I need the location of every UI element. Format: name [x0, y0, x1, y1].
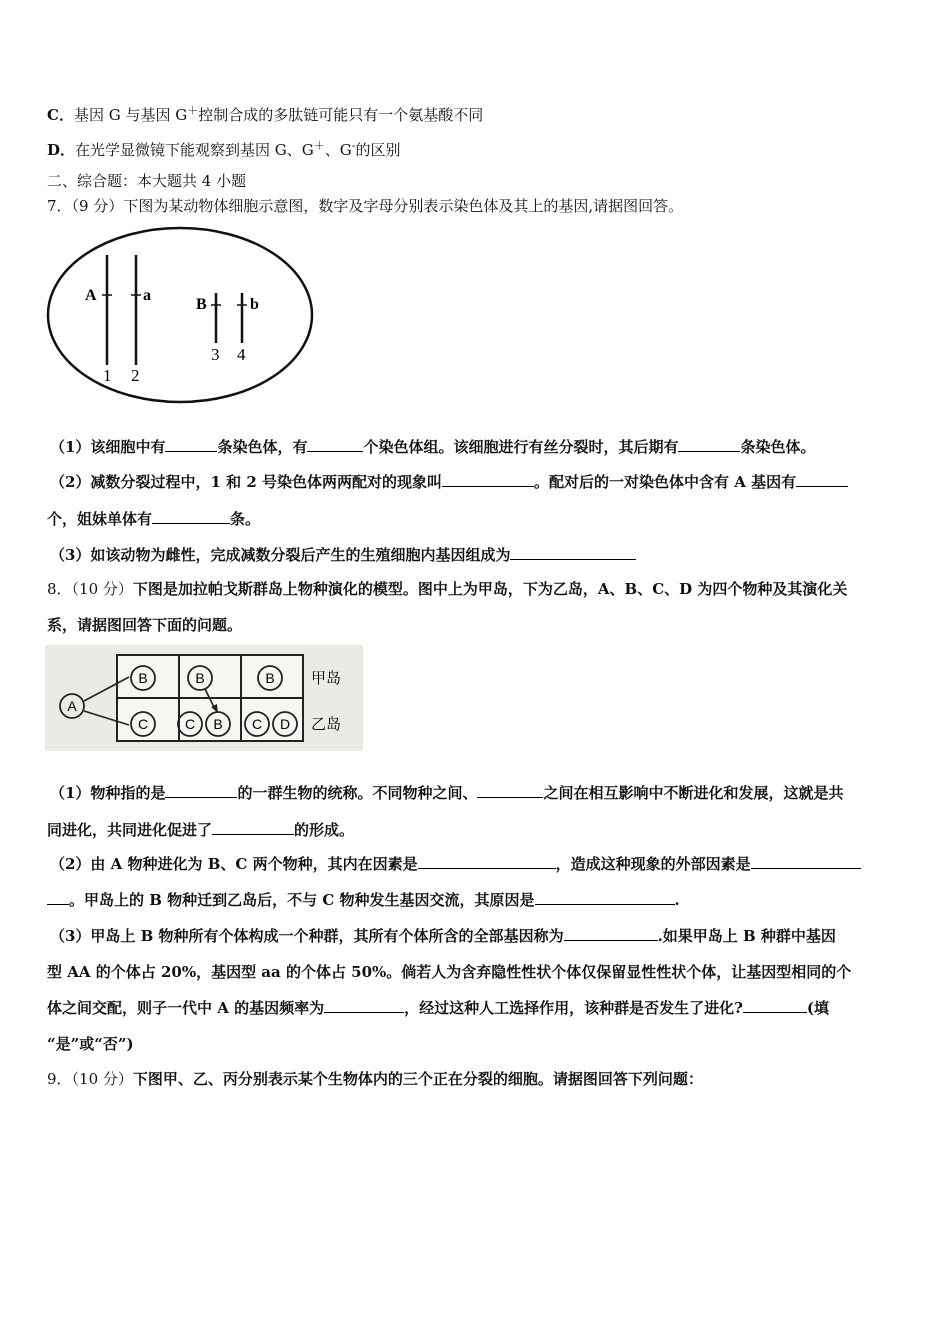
species-B: B	[195, 670, 205, 686]
text: 同进化，共同进化促进了	[47, 821, 213, 839]
text: 条染色体，有	[217, 438, 308, 456]
text: （2）减数分裂过程中，1 和 2 号染色体两两配对的现象叫	[50, 473, 442, 491]
q7-part3	[50, 544, 636, 566]
q8-part1	[50, 782, 843, 804]
answer-blank[interactable]	[743, 998, 807, 1013]
species-B: B	[265, 670, 275, 686]
q8-stem-cont: 系，请据图回答下面的问题。	[47, 616, 243, 634]
option-d	[47, 135, 400, 161]
text: （3）如该动物为雌性，完成减数分裂后产生的生殖细胞内基因组成为	[50, 546, 511, 564]
answer-blank[interactable]	[165, 783, 237, 798]
option-text-2: 、G	[324, 141, 352, 159]
cell-membrane	[48, 228, 312, 402]
answer-blank[interactable]	[47, 890, 69, 905]
label-b: b	[250, 296, 259, 313]
answer-blank[interactable]	[751, 854, 861, 869]
superscript: ＋	[313, 139, 325, 152]
q8-stem	[47, 578, 847, 600]
option-text: 在光学显微镜下能观察到基因 G、G	[75, 141, 314, 159]
island-yi-label: 乙岛	[311, 715, 342, 733]
species-B: B	[138, 670, 148, 686]
q7-part2-cont	[47, 508, 260, 530]
species-D: D	[279, 716, 291, 732]
label-4: 4	[237, 345, 246, 364]
answer-blank[interactable]	[510, 545, 636, 560]
text: .如果甲岛上 B 种群中基因	[657, 927, 836, 945]
superscript: ＋	[187, 104, 199, 117]
label-3: 3	[211, 345, 220, 364]
text: 的形成。	[294, 821, 355, 839]
island-jia-label: 甲岛	[311, 669, 342, 687]
species-C: C	[251, 716, 263, 732]
option-text: 基因 G 与基因 G	[73, 106, 188, 124]
q9-stem	[47, 1068, 703, 1090]
text: 个染色体组。该细胞进行有丝分裂时，其后期有	[363, 438, 679, 456]
question-stem: 下图是加拉帕戈斯群岛上物种演化的模型。图中上为甲岛，下为乙岛，A、B、C、D 为四个物种及其演化关	[132, 580, 848, 598]
text: （3）甲岛上 B 物种所有个体构成一个种群，其所有个体所含的全部基因称为	[50, 927, 564, 945]
section-title: 二、综合题：本大题共 4 小题	[47, 172, 247, 190]
text: ，造成这种现象的外部因素是	[555, 855, 751, 873]
label-1: 1	[103, 366, 112, 385]
label-A: A	[85, 287, 97, 304]
text: 体之间交配，则子一代中 A 的基因频率为	[47, 999, 325, 1017]
text: 。甲岛上的 B 物种迁到乙岛后，不与 C 物种发生基因交流，其原因是	[69, 891, 535, 909]
superscript: -	[351, 139, 356, 152]
q7-part1	[50, 436, 816, 458]
label-B: B	[196, 296, 207, 313]
q8-part3-cont3: “是”或“否”)	[47, 1035, 134, 1053]
species-C: C	[137, 716, 149, 732]
answer-blank[interactable]	[165, 437, 217, 452]
option-text-3: 的区别	[355, 141, 401, 159]
text: 之间在相互影响中不断进化和发展，这就是共	[543, 784, 844, 802]
option-letter: C．	[47, 106, 74, 124]
text: 的一群生物的统称。不同物种之间、	[237, 784, 478, 802]
question-number: 9．	[47, 1070, 72, 1088]
option-c	[47, 100, 483, 126]
q8-part1-cont	[47, 819, 354, 841]
text: （1）该细胞中有	[50, 438, 166, 456]
answer-blank[interactable]	[535, 890, 675, 905]
q7-part2	[50, 471, 848, 493]
question-stem: 下图甲、乙、丙分别表示某个生物体内的三个正在分裂的细胞。请据图回答下列问题：	[132, 1070, 703, 1088]
species-A: A	[67, 698, 77, 714]
q8-part3-cont1: 型 AA 的个体占 20%，基因型 aa 的个体占 50%。倘若人为含弃隐性性状个体仅保留显性性状个体，让基因型相同的个	[47, 963, 852, 981]
text: （2）由 A 物种进化为 B、C 两个物种，其内在因素是	[50, 855, 418, 873]
q8-part2	[50, 853, 861, 875]
question-score: （9 分）	[71, 197, 124, 215]
text: 个，姐妹单体有	[47, 510, 153, 528]
text: 。配对后的一对染色体中含有 A 基因有	[533, 473, 797, 491]
cell-diagram	[45, 225, 315, 405]
answer-blank[interactable]	[442, 472, 534, 487]
question-stem: 下图为某动物体细胞示意图，数字及字母分别表示染色体及其上的基因,请据图回答。	[123, 197, 684, 215]
label-a: a	[143, 287, 151, 304]
option-text-2: 控制合成的多肽链可能只有一个氨基酸不同	[198, 106, 484, 124]
question-number: 7．	[47, 197, 72, 215]
answer-blank[interactable]	[477, 783, 543, 798]
answer-blank[interactable]	[418, 854, 556, 869]
species-C: C	[184, 716, 196, 732]
text: （1）物种指的是	[50, 784, 166, 802]
answer-blank[interactable]	[152, 509, 230, 524]
q8-part3	[50, 925, 836, 947]
island-evolution-diagram	[45, 645, 363, 751]
question-score: （10 分）	[71, 580, 133, 598]
question-score: （10 分）	[71, 1070, 133, 1088]
answer-blank[interactable]	[324, 998, 404, 1013]
option-letter: D．	[47, 141, 76, 159]
answer-blank[interactable]	[307, 437, 363, 452]
answer-blank[interactable]	[212, 820, 294, 835]
answer-blank[interactable]	[796, 472, 848, 487]
label-2: 2	[131, 366, 140, 385]
question-number: 8．	[47, 580, 72, 598]
text: 条染色体。	[740, 438, 816, 456]
species-B: B	[213, 716, 223, 732]
q8-part2-cont	[47, 889, 680, 911]
answer-blank[interactable]	[564, 926, 658, 941]
text: ，经过这种人工选择作用，该种群是否发生了进化?	[404, 999, 743, 1017]
text: .	[674, 891, 680, 909]
q8-part3-cont2	[47, 997, 829, 1019]
text: 条。	[230, 510, 261, 528]
answer-blank[interactable]	[678, 437, 740, 452]
q7-stem	[47, 195, 683, 217]
text: (填	[806, 999, 829, 1017]
